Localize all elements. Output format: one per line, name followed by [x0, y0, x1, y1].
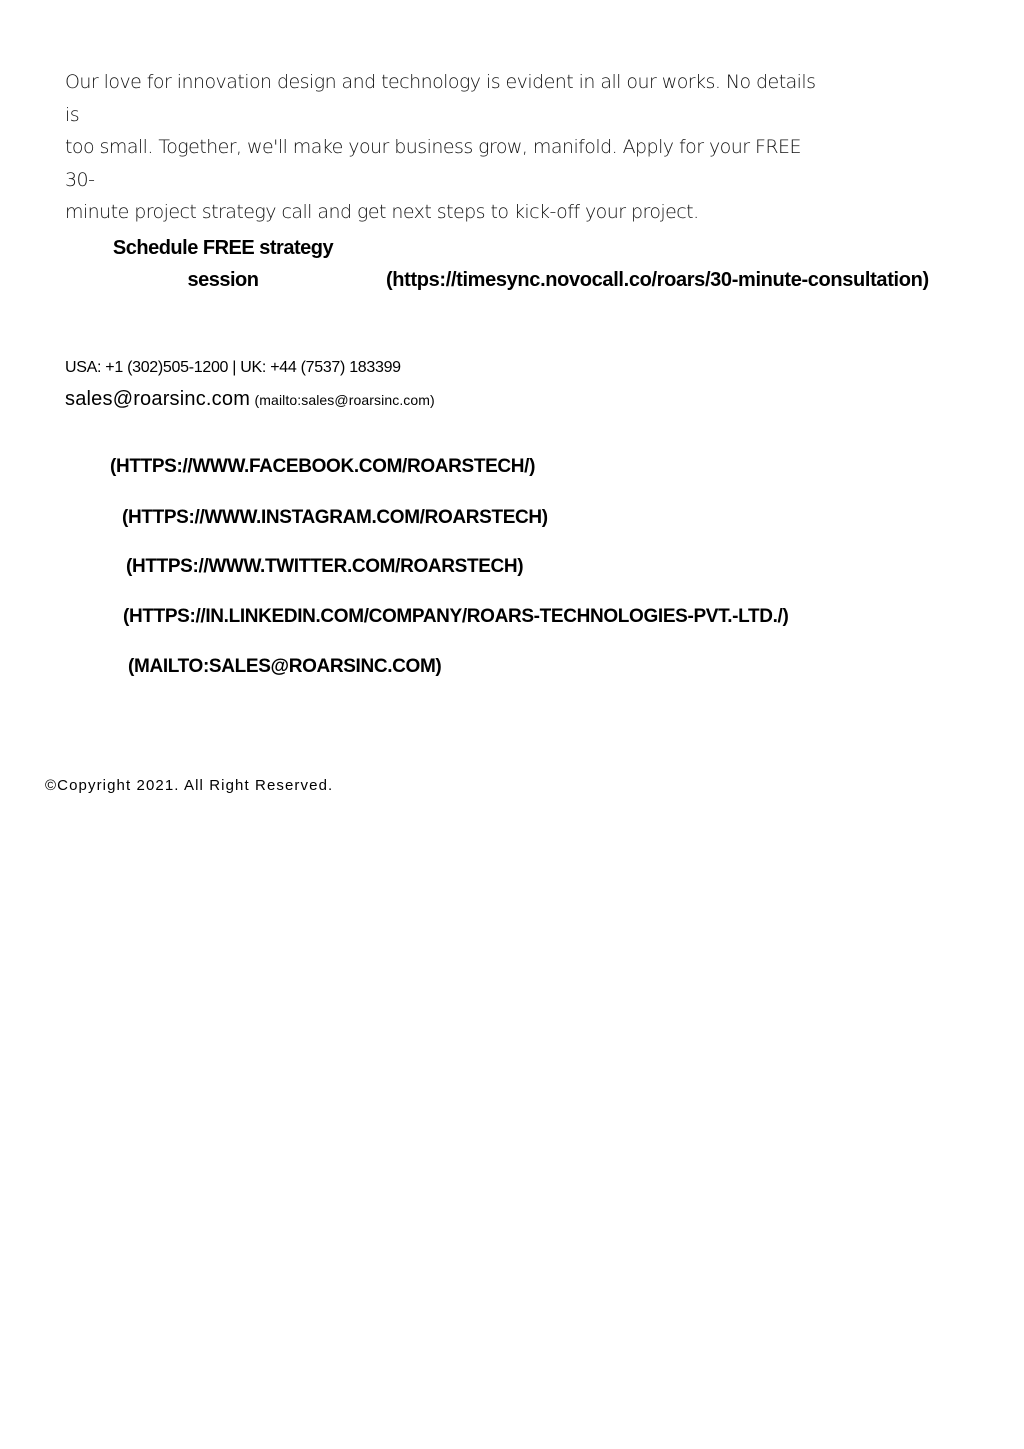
copyright-text: ©Copyright 2021. All Right Reserved. — [45, 777, 334, 794]
intro-line-3: minute project strategy call and get next steps to kick-off your project. — [65, 201, 699, 223]
schedule-label-line-1: Schedule FREE strategy — [112, 237, 334, 259]
email-mailto-text: (mailto:sales@roarsinc.com) — [254, 392, 435, 408]
intro-line-1: Our love for innovation design and technology is evident in all our works. No details is — [65, 71, 816, 126]
intro-paragraph — [65, 66, 825, 229]
mail-link[interactable]: (MAILTO:SALES@ROARSINC.COM) — [128, 656, 442, 677]
schedule-strategy-session-link[interactable] — [105, 232, 341, 296]
linkedin-link[interactable]: (HTTPS://IN.LINKEDIN.COM/COMPANY/ROARS-TECHNOLOGIES-PVT.-LTD./) — [123, 606, 789, 627]
schedule-label-line-2: session — [187, 269, 259, 291]
intro-line-2: too small. Together, we'll make your business grow, manifold. Apply for your FREE 30- — [65, 136, 801, 191]
facebook-link[interactable]: (HTTPS://WWW.FACEBOOK.COM/ROARSTECH/) — [110, 456, 536, 477]
email-line — [65, 386, 435, 414]
phone-numbers: USA: +1 (302)505-1200 | UK: +44 (7537) 183399 — [65, 359, 401, 376]
twitter-link[interactable]: (HTTPS://WWW.TWITTER.COM/ROARSTECH) — [126, 556, 524, 577]
instagram-link[interactable]: (HTTPS://WWW.INSTAGRAM.COM/ROARSTECH) — [122, 507, 548, 528]
schedule-url-link[interactable]: (https://timesync.novocall.co/roars/30-minute-consultation) — [386, 269, 929, 291]
email-link[interactable]: sales@roarsinc.com — [65, 388, 251, 410]
